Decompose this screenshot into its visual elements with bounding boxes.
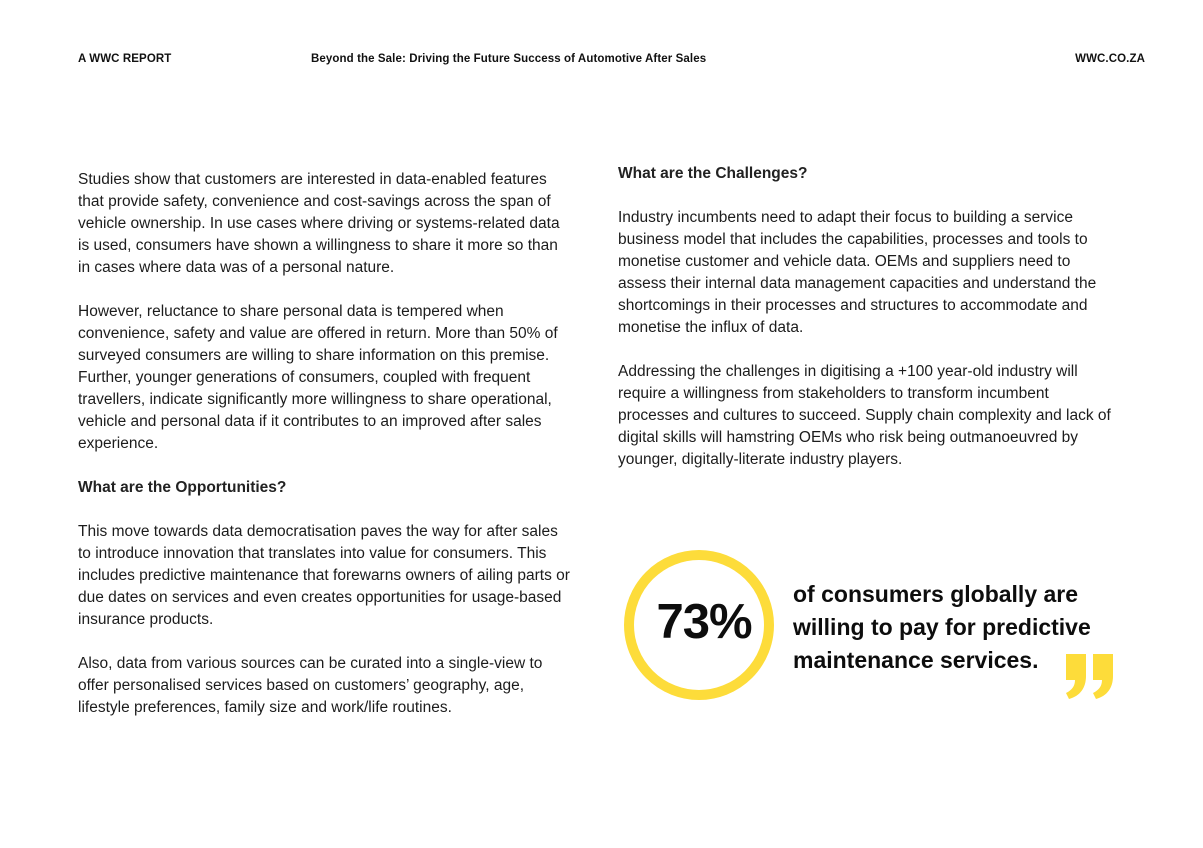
website-link[interactable]: WWC.CO.ZA (1075, 53, 1145, 65)
paragraph-personalised-services: Also, data from various sources can be curated into a single-view to offer personalised services based on customers’ geography, age, lifestyle preferences, family size and work/life routines. (78, 655, 543, 716)
paragraph-data-enabled-features: Studies show that customers are interested in data-enabled features that provide safety, convenience and cost-savings across the span of vehicle ownership. In use cases where driving or systems-related data is used, consumers have shown a willingness to share it more so than in cases where data was of a personal nature. (78, 171, 560, 276)
heading-opportunities: What are the Opportunities? (78, 479, 287, 496)
heading-challenges: What are the Challenges? (618, 165, 808, 182)
paragraph-personal-data-reluctance: However, reluctance to share personal data is tempered when convenience, safety and value are offered in return. More than 50% of surveyed consumers are willing to share information on this premise. Further, younger generations of consumers, coupled with frequent travellers, indicate significantly more willingness to share operational, vehicle and personal data if it contributes to an improved after sales experience. (78, 303, 558, 452)
closing-quote-icon (1064, 652, 1116, 700)
paragraph-digitising-industry: Addressing the challenges in digitising a +100 year-old industry will require a willingness from stakeholders to transform incumbent processes and cultures to succeed. Supply chain complexity and lack of digital skills will hamstring OEMs who risk being outmanoeuvred by younger, digitally-literate industry players. (618, 363, 1111, 468)
right-column (618, 163, 1118, 493)
paragraph-service-business-model: Industry incumbents need to adapt their focus to building a service business model that includes the capabilities, processes and tools to monetise customer and vehicle data. OEMs and suppliers need to assess their internal data management capacities and understand the shortcomings in their processes and structures to accommodate and monetise the influx of data. (618, 209, 1097, 336)
report-title: Beyond the Sale: Driving the Future Success of Automotive After Sales (311, 53, 707, 65)
report-label: A WWC REPORT (78, 53, 172, 65)
stat-description: of consumers globally are willing to pay for predictive maintenance services. (793, 581, 1091, 673)
paragraph-data-democratisation: This move towards data democratisation paves the way for after sales to introduce innovation that translates into value for consumers. This includes predictive maintenance that forewarns owners of ailing parts or due dates on services and even creates opportunities for usage-based insurance products. (78, 523, 570, 628)
left-column (78, 169, 570, 741)
stat-value: 73% (656, 595, 752, 649)
